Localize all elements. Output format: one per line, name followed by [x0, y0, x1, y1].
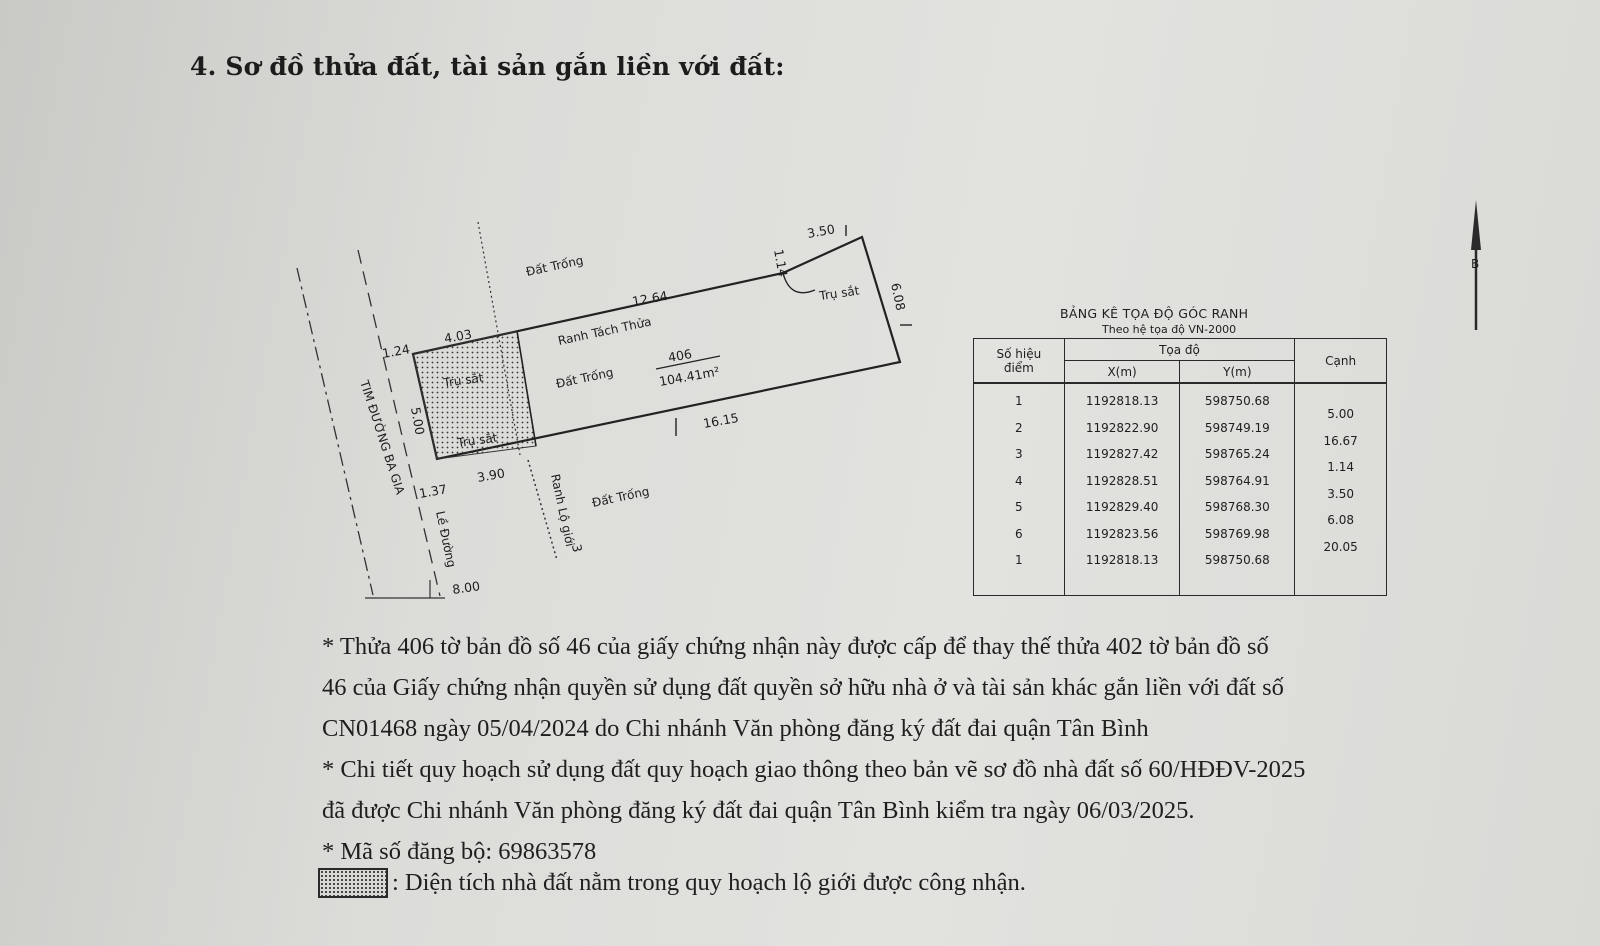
- x-cell: 1192828.51: [1085, 473, 1159, 488]
- y-cell: 598764.91: [1204, 473, 1270, 488]
- dim-390: 3.90: [475, 465, 506, 485]
- point-cell: 4: [1015, 473, 1023, 488]
- col-edge-header: Cạnh: [1295, 339, 1387, 384]
- point-cell: 1: [1015, 394, 1023, 408]
- x-cell: 1192829.40: [1085, 500, 1159, 514]
- le-duong-label: Lề Đường: [433, 509, 459, 569]
- note-line: * Thửa 406 tờ bản đồ số 46 của giấy chứng nhận này được cấp để thay thế thửa 402 tờ bản đồ số: [322, 633, 1269, 660]
- note-line: * Chi tiết quy hoạch sử dụng đất quy hoạch giao thông theo bản vẽ sơ đồ nhà đất số 60/HĐĐV-2025: [322, 756, 1306, 783]
- dat-trong-bottom-label: Đất Trống: [590, 484, 651, 510]
- tru-sat-label-2: Trụ sắt: [456, 430, 499, 450]
- point-column: [974, 383, 1065, 596]
- y-cell: 598768.30: [1204, 500, 1270, 514]
- dim-608: 6.08: [888, 281, 909, 312]
- section-heading: 4. Sơ đồ thửa đất, tài sản gắn liền với đất:: [190, 52, 785, 81]
- point-cell: 2: [1015, 420, 1023, 435]
- col-point-header: [974, 339, 1065, 384]
- col-x-header: X(m): [1064, 361, 1180, 384]
- parcel-number-label: 406: [666, 346, 694, 365]
- edge-column: [1295, 383, 1387, 596]
- x-cell: 1192818.13: [1085, 394, 1159, 408]
- dim-114: 1.14: [771, 247, 791, 278]
- note-line: đã được Chi nhánh Văn phòng đăng ký đất đai quận Tân Bình kiểm tra ngày 06/03/2025.: [322, 797, 1195, 824]
- legend-row: [318, 868, 1026, 898]
- north-arrow-head: [1471, 200, 1481, 250]
- y-cell: 598769.98: [1204, 526, 1270, 541]
- y-cell: 598750.68: [1204, 394, 1270, 408]
- dim-403: 4.03: [442, 326, 473, 346]
- north-label: B: [1471, 257, 1480, 271]
- x-cell: 1192823.56: [1085, 526, 1159, 541]
- edge-cell: 20.05: [1323, 539, 1358, 554]
- note-line: 46 của Giấy chứng nhận quyền sử dụng đất quyền sở hữu nhà ở và tài sản khác gắn liền với đất số: [322, 674, 1284, 701]
- note-line: * Mã số đăng bộ: 69863578: [322, 838, 597, 865]
- col-point-header-1: Số hiệu: [996, 346, 1042, 361]
- ranh-tach-thua-label: Ranh Tách Thửa: [556, 314, 653, 348]
- edge-cell: 3.50: [1327, 486, 1354, 501]
- x-column: [1064, 383, 1180, 596]
- tru-sat-label-1: Trụ sắt: [442, 370, 485, 390]
- y-cell: 598750.68: [1204, 553, 1270, 567]
- legend-text: : Diện tích nhà đất nằm trong quy hoạch lộ giới được công nhận.: [392, 869, 1026, 896]
- dim-3: 3: [569, 542, 586, 554]
- x-cell: 1192827.42: [1085, 447, 1159, 461]
- dim-137: 1.37: [417, 481, 448, 501]
- dim-1264: 12.64: [630, 287, 669, 309]
- street-name-label: TIM ĐƯỜNG BA GIA: [357, 378, 408, 497]
- street-centerline: [297, 268, 373, 595]
- y-column: [1180, 383, 1295, 596]
- point-cell: 6: [1015, 526, 1023, 541]
- point-cell: 1: [1015, 553, 1023, 567]
- corner-arc: [783, 273, 815, 293]
- ranh-lo-gioi-label: Ranh Lộ giới: [548, 472, 578, 548]
- y-cell: 598749.19: [1204, 420, 1270, 435]
- point-cell: 5: [1015, 500, 1023, 514]
- point-cell: 3: [1015, 447, 1023, 461]
- notes-block: [322, 626, 1552, 872]
- edge-cell: 16.67: [1323, 433, 1358, 448]
- edge-cell: 6.08: [1327, 513, 1354, 527]
- coord-table-title: BẢNG KÊ TỌA ĐỘ GÓC RANH: [1060, 306, 1249, 321]
- note-line: CN01468 ngày 05/04/2024 do Chi nhánh Văn phòng đăng ký đất đai quận Tân Bình: [322, 715, 1149, 742]
- x-cell: 1192818.13: [1085, 553, 1159, 567]
- dim-124: 1.24: [380, 341, 411, 361]
- dim-1615: 16.15: [701, 409, 740, 431]
- parcel-area-label: 104.41m²: [657, 363, 721, 389]
- dim-800: 8.00: [451, 578, 481, 597]
- col-point-header-2: điểm: [1003, 360, 1034, 375]
- dat-trong-top-label: Đất Trống: [524, 253, 585, 279]
- dim-500: 5.00: [408, 405, 428, 436]
- tru-sat-label-3: Trụ sắt: [818, 283, 861, 303]
- dotted-area-legend-swatch: [318, 868, 388, 898]
- edge-cell: 5.00: [1327, 407, 1354, 421]
- y-cell: 598765.24: [1204, 447, 1270, 461]
- edge-cell: 1.14: [1327, 460, 1354, 474]
- x-cell: 1192822.90: [1085, 420, 1159, 435]
- coord-table-subtitle: Theo hệ tọa độ VN-2000: [1102, 323, 1237, 336]
- col-coord-header: Tọa độ: [1064, 339, 1295, 361]
- coord-table: [973, 338, 1387, 596]
- col-y-header: Y(m): [1180, 361, 1295, 384]
- dim-350: 3.50: [805, 221, 836, 241]
- dat-trong-middle-label: Đất Trống: [554, 365, 615, 391]
